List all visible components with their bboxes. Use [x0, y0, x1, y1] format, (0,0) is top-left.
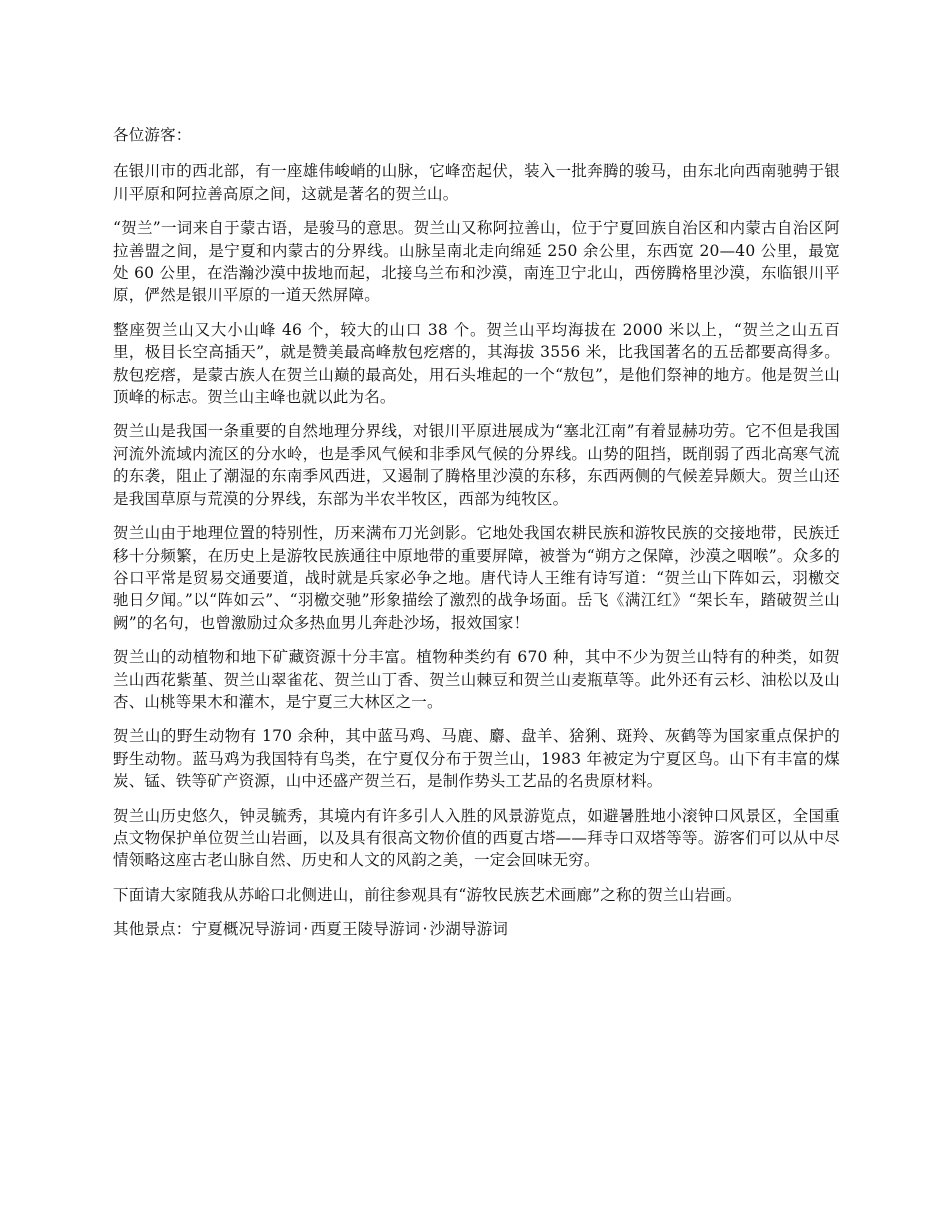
greeting: 各位游客： [113, 126, 192, 144]
paragraph-plants: 贺兰山的动植物和地下矿藏资源十分丰富。植物种类约有 670 种，其中不少为贺兰山特有的种类，如贺兰山西花紫堇、贺兰山翠雀花、贺兰山丁香、贺兰山棘豆和贺兰山麦瓶草等。此外还有云杉、油松以及山杏、山桃等果木和灌木，是宁夏三大林区之一。 [113, 648, 840, 711]
paragraph-name-origin: “贺兰”一词来自于蒙古语，是骏马的意思。贺兰山又称阿拉善山，位于宁夏回族自治区和内蒙古自治区阿拉善盟之间，是宁夏和内蒙古的分界线。山脉呈南北走向绵延 250 余公里，东西宽 20—40 公里，最宽处 60 公里，在浩瀚沙漠中拔地而起，北接乌兰布和沙漠，南连卫宁北山，西傍腾格里沙漠，东临银川平原，俨然是银川平原的一道天然屏障。 [113, 219, 840, 305]
paragraph-closing: 下面请大家随我从苏峪口北侧进山，前往参观具有“游牧民族艺术画廊”之称的贺兰山岩画。 [113, 885, 742, 904]
paragraph-peaks: 整座贺兰山又大小山峰 46 个，较大的山口 38 个。贺兰山平均海拔在 2000 米以上，“贺兰之山五百里，极目长空高插天”，就是赞美最高峰敖包疙瘩的，其海拔 3556 米，比我国著名的五岳都要高得多。敖包疙瘩，是蒙古族人在贺兰山巅的最高处，用石头堆起的一个“敖包”，是他们祭神的地方。他是贺兰山顶峰的标志。贺兰山主峰也就以此为名。 [113, 320, 840, 407]
other-spots-line [113, 918, 840, 940]
paragraph-scenic-spots: 贺兰山历史悠久，钟灵毓秀，其境内有许多引人入胜的风景游览点，如避暑胜地小滚钟口风景区，全国重点文物保护单位贺兰山岩画，以及具有很高文物价值的西夏古塔——拜寺口双塔等等。游客们可以从中尽情领略这座古老山脉自然、历史和人文的风韵之美，一定会回味无穷。 [113, 806, 840, 870]
other-spots-label: 其他景点： [113, 920, 192, 939]
paragraph-intro: 在银川市的西北部，有一座雄伟峻峭的山脉，它峰峦起伏，装入一批奔腾的骏马，由东北向西南驰骋于银川平原和阿拉善高原之间，这就是著名的贺兰山。 [113, 162, 840, 203]
other-spot-link-sand-lake[interactable]: 沙湖导游词 [429, 920, 509, 939]
link-separator: · [303, 920, 309, 939]
paragraph-history: 贺兰山由于地理位置的特别性，历来满布刀光剑影。它地处我国农耕民族和游牧民族的交接地带，民族迁移十分频繁，在历史上是游牧民族通往中原地带的重要屏障，被誉为“朔方之保障，沙漠之咽喉”。众多的谷口平常是贸易交通要道，战时就是兵家必争之地。唐代诗人王维有诗写道：“贺兰山下阵如云，羽檄交驰日夕闻。”以“阵如云”、“羽檄交驰”形象描绘了激烈的战争场面。岳飞《满江红》“架长车，踏破贺兰山阙”的名句，也曾激励过众多热血男儿奔赴沙场，报效国家！ [113, 524, 840, 632]
link-separator: · [422, 920, 428, 939]
other-spot-link-xixia-tombs[interactable]: 西夏王陵导游词 [310, 920, 421, 939]
paragraph-geography: 贺兰山是我国一条重要的自然地理分界线，对银川平原进展成为“塞北江南”有着显赫功劳。它不但是我国河流外流域内流区的分水岭，也是季风气候和非季风气候的分界线。山势的阻挡，既削弱了西北高寒气流的东袭，阻止了潮湿的东南季风西进，又遏制了腾格里沙漠的东移，东西两侧的气候差异颇大。贺兰山还是我国草原与荒漠的分界线，东部为半农半牧区，西部为纯牧区。 [113, 422, 840, 508]
other-spot-link-ningxia[interactable]: 宁夏概况导游词 [191, 920, 302, 939]
paragraph-animals: 贺兰山的野生动物有 170 余种，其中蓝马鸡、马鹿、麝、盘羊、猞猁、斑羚、灰鹤等为国家重点保护的野生动物。蓝马鸡为我国特有鸟类，在宁夏仅分布于贺兰山，1983 年被定为宁夏区鸟。山下有丰富的煤炭、锰、铁等矿产资源，山中还盛产贺兰石，是制作势头工艺品的名贵原材料。 [113, 727, 840, 791]
